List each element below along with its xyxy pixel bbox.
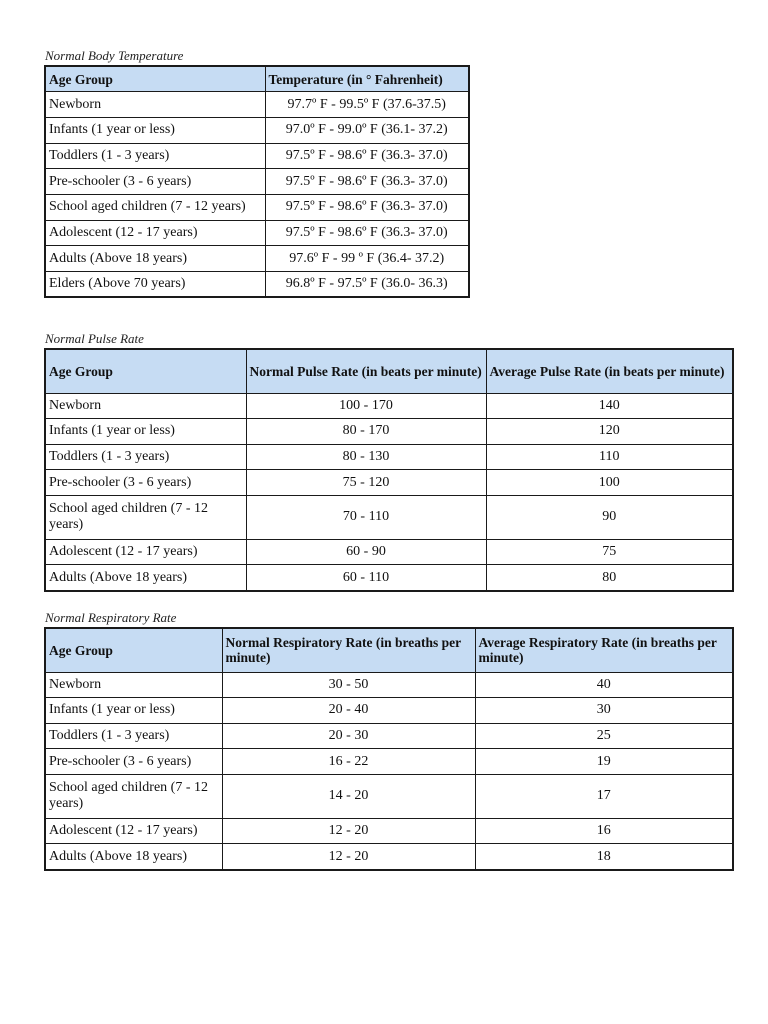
table-row [45,272,469,298]
age-group-cell: Toddlers (1 - 3 years) [45,143,265,169]
temperature-table [44,65,470,298]
age-group-cell: Infants (1 year or less) [45,117,265,143]
average-rate-cell: 40 [475,672,733,698]
table-row [45,672,733,698]
age-group-cell: School aged children (7 - 12 years) [45,495,246,539]
table-row [45,393,733,419]
average-rate-cell: 25 [475,723,733,749]
table-row [45,565,733,591]
table-row [45,169,469,195]
average-rate-cell: 90 [486,495,733,539]
temperature-cell: 96.8º F - 97.5º F (36.0- 36.3) [265,272,469,298]
normal-rate-cell: 16 - 22 [222,749,475,775]
table-row [45,246,469,272]
average-rate-cell: 140 [486,393,733,419]
column-header: Normal Pulse Rate (in beats per minute) [246,349,486,393]
normal-rate-cell: 80 - 130 [246,444,486,470]
table-row [45,495,733,539]
table-row [45,723,733,749]
table-row [45,444,733,470]
average-rate-cell: 100 [486,470,733,496]
column-header: Age Group [45,66,265,92]
normal-rate-cell: 100 - 170 [246,393,486,419]
column-header: Age Group [45,349,246,393]
column-header: Average Respiratory Rate (in breaths per minute) [475,628,733,672]
age-group-cell: Pre-schooler (3 - 6 years) [45,169,265,195]
table-row [45,818,733,844]
table-header-row [45,66,469,92]
age-group-cell: Infants (1 year or less) [45,698,222,724]
normal-rate-cell: 80 - 170 [246,419,486,445]
normal-rate-cell: 20 - 40 [222,698,475,724]
respiratory-table [44,627,734,871]
age-group-cell: Infants (1 year or less) [45,419,246,445]
average-rate-cell: 17 [475,774,733,818]
average-rate-cell: 19 [475,749,733,775]
age-group-cell: Adolescent (12 - 17 years) [45,818,222,844]
temperature-cell: 97.5º F - 98.6º F (36.3- 37.0) [265,169,469,195]
age-group-cell: Newborn [45,92,265,118]
age-group-cell: School aged children (7 - 12 years) [45,194,265,220]
table-row [45,143,469,169]
age-group-cell: Toddlers (1 - 3 years) [45,444,246,470]
age-group-cell: Elders (Above 70 years) [45,272,265,298]
age-group-cell: Adolescent (12 - 17 years) [45,539,246,565]
pulse-table [44,348,734,592]
normal-rate-cell: 14 - 20 [222,774,475,818]
average-rate-cell: 120 [486,419,733,445]
table-row [45,749,733,775]
average-rate-cell: 80 [486,565,733,591]
table-row [45,470,733,496]
temperature-cell: 97.5º F - 98.6º F (36.3- 37.0) [265,194,469,220]
table-row [45,194,469,220]
table-header-row [45,349,733,393]
table-row [45,117,469,143]
normal-rate-cell: 20 - 30 [222,723,475,749]
column-header: Age Group [45,628,222,672]
normal-rate-cell: 30 - 50 [222,672,475,698]
age-group-cell: Adults (Above 18 years) [45,246,265,272]
age-group-cell: Newborn [45,672,222,698]
average-rate-cell: 75 [486,539,733,565]
respiratory-caption: Normal Respiratory Rate [45,610,177,625]
table-row [45,419,733,445]
column-header: Normal Respiratory Rate (in breaths per minute) [222,628,475,672]
table-row [45,92,469,118]
normal-rate-cell: 75 - 120 [246,470,486,496]
temperature-cell: 97.5º F - 98.6º F (36.3- 37.0) [265,143,469,169]
age-group-cell: Pre-schooler (3 - 6 years) [45,749,222,775]
temperature-cell: 97.5º F - 98.6º F (36.3- 37.0) [265,220,469,246]
average-rate-cell: 30 [475,698,733,724]
normal-rate-cell: 60 - 110 [246,565,486,591]
table-row [45,220,469,246]
temperature-cell: 97.7º F - 99.5º F (37.6-37.5) [265,92,469,118]
age-group-cell: Adults (Above 18 years) [45,844,222,870]
normal-rate-cell: 60 - 90 [246,539,486,565]
temperature-cell: 97.0º F - 99.0º F (36.1- 37.2) [265,117,469,143]
column-header: Temperature (in ° Fahrenheit) [265,66,469,92]
age-group-cell: School aged children (7 - 12 years) [45,774,222,818]
table-row [45,539,733,565]
average-rate-cell: 18 [475,844,733,870]
pulse-caption: Normal Pulse Rate [45,331,144,346]
normal-rate-cell: 12 - 20 [222,844,475,870]
temperature-caption: Normal Body Temperature [45,48,184,63]
table-header-row [45,628,733,672]
temperature-cell: 97.6º F - 99 º F (36.4- 37.2) [265,246,469,272]
table-row [45,844,733,870]
age-group-cell: Adolescent (12 - 17 years) [45,220,265,246]
column-header: Average Pulse Rate (in beats per minute) [486,349,733,393]
age-group-cell: Adults (Above 18 years) [45,565,246,591]
table-row [45,774,733,818]
age-group-cell: Toddlers (1 - 3 years) [45,723,222,749]
average-rate-cell: 16 [475,818,733,844]
age-group-cell: Newborn [45,393,246,419]
average-rate-cell: 110 [486,444,733,470]
table-row [45,698,733,724]
normal-rate-cell: 12 - 20 [222,818,475,844]
normal-rate-cell: 70 - 110 [246,495,486,539]
age-group-cell: Pre-schooler (3 - 6 years) [45,470,246,496]
